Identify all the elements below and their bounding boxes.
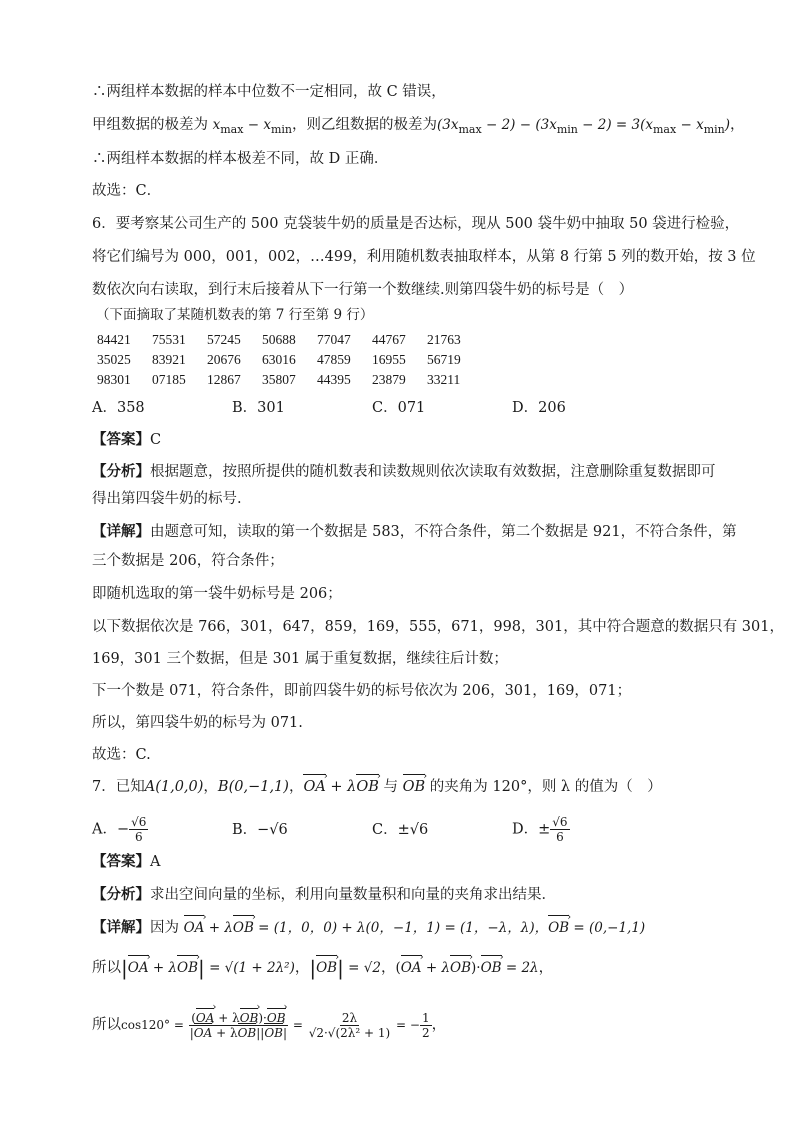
- analysis-text: 根据题意，按照所提供的随机数表和读数规则依次读取有效数据，注意删除重复数据即可: [150, 464, 716, 480]
- plus-lambda: + λ: [212, 1025, 238, 1040]
- vector-ob: OB ›: [450, 958, 471, 978]
- fraction: [188, 1011, 289, 1040]
- detail-line: 所以，第四袋牛奶的标号为 071.: [92, 715, 303, 731]
- question-6-stem: 将它们编号为 000，001，002，…499，利用随机数表抽取样本，从第 8 行第 5 列的数开始，按 3 位: [92, 249, 756, 265]
- fraction-numerator: √6: [552, 815, 568, 829]
- table-cell: 07185: [152, 372, 186, 387]
- table-cell: 12867: [207, 372, 241, 387]
- fraction-numerator: (OA › + λOB ›)·OB ›: [189, 1011, 287, 1026]
- text-fragment: 因为: [150, 920, 184, 936]
- q7-option-c: C．±√6: [372, 822, 429, 838]
- text-fragment: 所以: [92, 960, 121, 976]
- detail-tag: 【详解】: [92, 523, 150, 540]
- text-fragment: ，: [288, 779, 304, 795]
- table-cell: 16955: [372, 352, 406, 367]
- option-a: A．358: [92, 400, 145, 416]
- table-cell: 83921: [152, 352, 186, 367]
- detail-line: [92, 958, 553, 978]
- vector-ob: OB ›: [264, 1026, 283, 1040]
- detail-line: 以下数据依次是 766，301，647，859，169，555，671，998，301，其中符合题意的数据只有 301，: [92, 619, 784, 635]
- separator: ，: [380, 960, 396, 976]
- text-fragment: 的夹角为 120°，则 λ 的值为（ ）: [425, 779, 662, 795]
- table-cell: 35807: [262, 372, 296, 387]
- random-number-table: [97, 330, 482, 390]
- abs-bar: |: [337, 956, 344, 980]
- table-row: [97, 370, 482, 390]
- point-a: A(1,0,0): [144, 779, 204, 795]
- analysis-line: [92, 462, 716, 482]
- abs-bar: |: [121, 956, 128, 980]
- math-minus: − x: [243, 117, 271, 133]
- table-row: [97, 330, 482, 350]
- q7-option-b: B．−√6: [232, 822, 288, 838]
- vector-ob: OB ›: [238, 1026, 257, 1040]
- analysis-text: 求出空间向量的坐标，利用向量数量积和向量的夹角求出结果．: [150, 887, 556, 903]
- range-line: [92, 115, 745, 140]
- fraction-numerator: 2λ: [341, 1010, 358, 1025]
- math-sub: min: [556, 122, 578, 136]
- magnitude-value: = √(1 + 2λ²): [204, 960, 295, 976]
- vector-expression: = (1，0，0) + λ(0，−1，1) = (1，−λ，λ)，: [253, 920, 549, 936]
- math-sub: max: [458, 122, 482, 136]
- vector-oa: OA ›: [196, 1011, 215, 1025]
- text-line: 故选：C．: [92, 183, 162, 199]
- vector-ob: OB ›: [481, 958, 502, 978]
- vector-ob: OB ›: [177, 958, 198, 978]
- detail-line: 三个数据是 206，符合条件；: [92, 553, 284, 569]
- table-cell: 35025: [97, 352, 131, 367]
- text-fragment: ，: [730, 117, 745, 133]
- q7-option-d: [512, 815, 570, 844]
- equals: = −: [392, 1018, 420, 1032]
- text-line: ∴两组样本数据的样本中位数不一定相同，故 C 错误，: [92, 84, 446, 100]
- analysis-line: [92, 885, 556, 905]
- math-sub: min: [703, 122, 725, 136]
- detail-line: [92, 522, 737, 542]
- plus-lambda: + λ: [421, 960, 451, 976]
- vector-ob: OB ›: [240, 1011, 259, 1025]
- table-cell: 77047: [317, 332, 351, 347]
- detail-text: 由题意可知，读取的第一个数据是 583，不符合条件，第二个数据是 921，不符合条件，第: [150, 524, 737, 540]
- answer-line: [92, 430, 161, 450]
- text-line: ∴两组样本数据的样本极差不同，故 D 正确．: [92, 151, 389, 167]
- math-sub: min: [270, 122, 292, 136]
- detail-tag: 【详解】: [92, 919, 150, 936]
- option-label: D．±: [512, 821, 551, 838]
- vector-ob: OB ›: [403, 777, 426, 797]
- text-fragment: ，: [431, 1017, 447, 1033]
- math-expr: ): [724, 117, 731, 133]
- separator: ，: [294, 960, 310, 976]
- fraction-denominator: √2·√(2λ² + 1): [308, 1025, 391, 1040]
- text-fragment: 7．已知: [92, 779, 145, 795]
- detail-line: [92, 918, 645, 938]
- paren: (: [395, 960, 401, 976]
- math-expr: − 2) = 3(x: [577, 117, 653, 133]
- dot-product-value: = 2λ: [501, 960, 539, 976]
- table-cell: 21763: [427, 332, 461, 347]
- abs-bar: |: [198, 956, 205, 980]
- text-fragment: ，: [538, 960, 554, 976]
- vector-ob: OB ›: [233, 918, 254, 938]
- table-cell: 98301: [97, 372, 131, 387]
- paren: )·: [471, 960, 481, 976]
- question-7-stem: [92, 777, 662, 797]
- fraction-numerator: 1: [421, 1010, 430, 1025]
- abs-bar: |: [309, 956, 317, 980]
- table-cell: 75531: [152, 332, 186, 347]
- table-cell: 33211: [427, 372, 461, 387]
- fraction: [307, 1011, 392, 1040]
- option-d: D．206: [512, 400, 566, 416]
- answer-value: C: [150, 432, 162, 448]
- text-fragment: 所以: [92, 1017, 121, 1033]
- plus-lambda: + λ: [325, 779, 357, 795]
- vector-ob: OB ›: [356, 777, 379, 797]
- fraction-denominator: 6: [556, 830, 564, 844]
- detail-line: 即随机选取的第一袋牛奶标号是 206；: [92, 586, 342, 602]
- question-6-stem: 6．要考察某公司生产的 500 克袋装牛奶的质量是否达标，现从 500 袋牛奶中抽取 50 袋进行检验，: [92, 216, 740, 232]
- equals: =: [289, 1018, 307, 1032]
- fraction: [129, 815, 148, 844]
- math-sub: max: [220, 122, 244, 136]
- vector-ob: OB ›: [316, 958, 337, 978]
- detail-line: 169，301 三个数据，但是 301 属于重复数据，继续往后计数；: [92, 651, 508, 667]
- answer-value: A: [150, 854, 161, 870]
- plus-lambda: + λ: [204, 920, 233, 936]
- table-cell: 44395: [317, 372, 351, 387]
- vector-oa: OA ›: [303, 777, 325, 797]
- math-expr: − 2) − (3x: [481, 117, 557, 133]
- analysis-tag: 【分析】: [92, 463, 150, 480]
- vector-oa: OA ›: [194, 1026, 213, 1040]
- answer-line: [92, 852, 160, 872]
- option-c: C．071: [372, 400, 426, 416]
- cos-label: cos120° =: [121, 1018, 188, 1032]
- table-row: [97, 350, 482, 370]
- plus-lambda: + λ: [148, 960, 178, 976]
- analysis-line: 得出第四袋牛奶的标号.: [92, 491, 242, 507]
- table-cell: 47859: [317, 352, 351, 367]
- detail-line: [92, 1008, 446, 1042]
- table-cell: 84421: [97, 332, 131, 347]
- vector-ob: OB ›: [548, 918, 569, 938]
- vector-oa: OA ›: [401, 958, 422, 978]
- magnitude-value: = √2: [343, 960, 381, 976]
- text-fragment: 与: [378, 779, 403, 795]
- text-fragment: ，: [203, 779, 218, 795]
- fraction: [550, 815, 569, 844]
- math-expr: (3x: [437, 117, 459, 133]
- table-cell: 50688: [262, 332, 296, 347]
- fraction-denominator: 2: [421, 1025, 430, 1040]
- question-6-stem: 数依次向右读取，到行末后接着从下一行第一个数继续.则第四袋牛奶的标号是（ ）: [92, 282, 634, 298]
- text-fragment: ，则乙组数据的极差为: [292, 117, 437, 133]
- answer-tag: 【答案】: [92, 431, 150, 448]
- detail-line: 故选：C.: [92, 747, 151, 763]
- table-cell: 20676: [207, 352, 241, 367]
- vector-oa: OA ›: [128, 958, 149, 978]
- table-cell: 63016: [262, 352, 296, 367]
- table-cell: 23879: [372, 372, 406, 387]
- option-label: A．−: [92, 821, 130, 838]
- option-b: B．301: [232, 400, 285, 416]
- table-cell: 56719: [427, 352, 461, 367]
- q7-option-a: [92, 815, 148, 844]
- fraction-numerator: √6: [131, 815, 147, 829]
- detail-line: 下一个数是 071，符合条件，即前四袋牛奶的标号依次为 206，301，169，071；: [92, 683, 632, 699]
- analysis-tag: 【分析】: [92, 886, 150, 903]
- vector-coords: = (0,−1,1): [569, 920, 646, 936]
- math-sub: max: [652, 122, 677, 136]
- vector-oa: OA ›: [184, 918, 205, 938]
- point-b: B(0,−1,1): [217, 779, 289, 795]
- text-fragment: 甲组数据的极差为: [92, 117, 213, 133]
- vector-ob: OB ›: [267, 1011, 286, 1025]
- plus-lambda: + λ: [214, 1010, 240, 1025]
- math-expr: − x: [676, 117, 704, 133]
- math-x: x: [212, 117, 221, 133]
- answer-tag: 【答案】: [92, 853, 150, 870]
- fraction-denominator: |OA › + λOB ›||OB ›|: [188, 1026, 289, 1040]
- table-cell: 57245: [207, 332, 241, 347]
- table-caption: （下面摘取了某随机数表的第 7 行至第 9 行）: [96, 307, 374, 323]
- fraction: [420, 1011, 432, 1040]
- table-cell: 44767: [372, 332, 406, 347]
- fraction-denominator: 6: [134, 830, 143, 844]
